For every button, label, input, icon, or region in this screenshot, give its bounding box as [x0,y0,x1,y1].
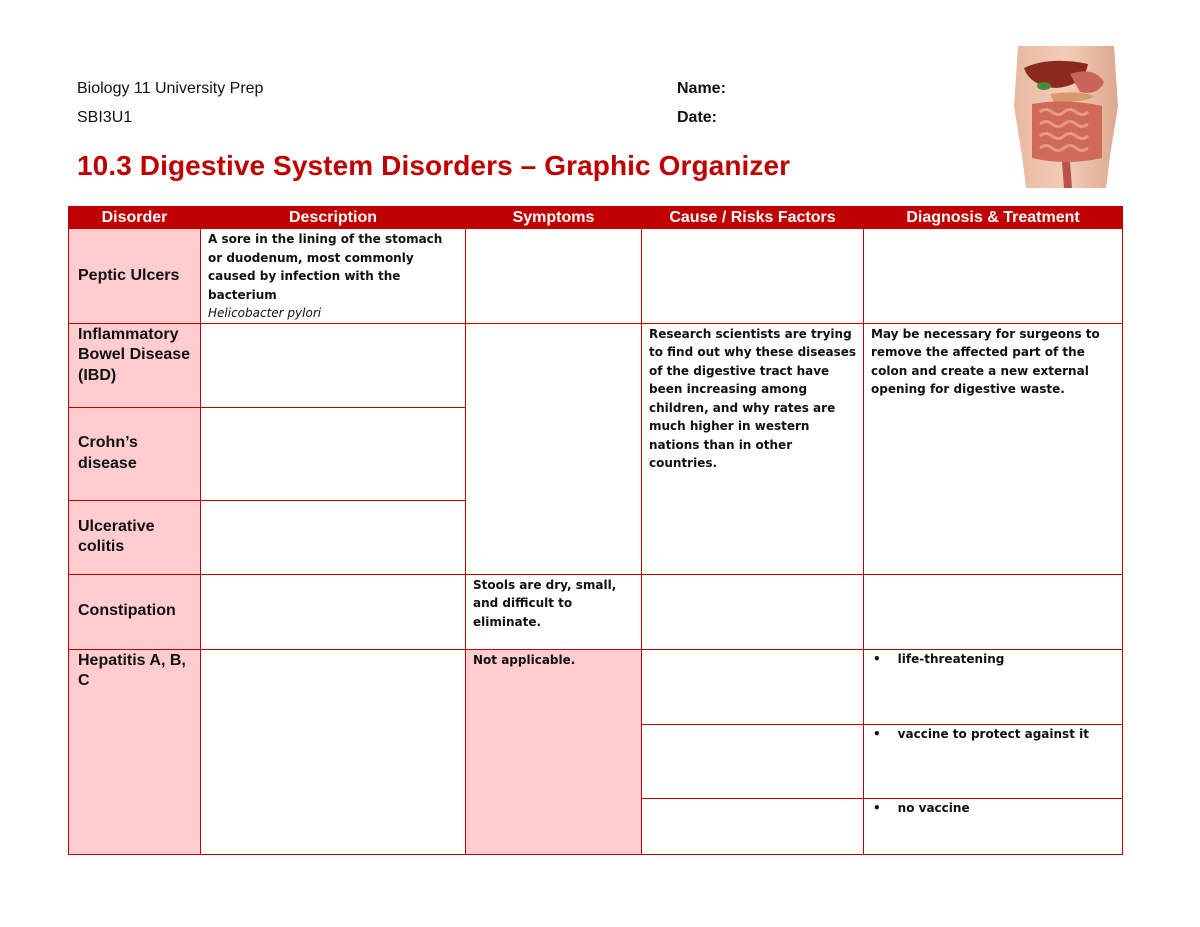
treatment-cell[interactable] [864,574,1123,649]
symptoms-cell[interactable] [466,323,642,574]
description-cell[interactable] [201,574,466,649]
description-cell[interactable] [201,229,466,324]
bullet-icon: • [873,800,881,815]
bullet-item [864,799,1122,815]
organizer-table [68,206,1123,855]
disorder-cell: Hepatitis A, B, C [69,649,201,854]
disorder-cell: Constipation [69,574,201,649]
page-title: 10.3 Digestive System Disorders – Graphic Organizer [77,150,791,181]
symptoms-cell[interactable] [466,574,642,649]
ibd-cause-text: Research scientists are trying to find out why these diseases of the digestive tract have been increasing among children, and why rates are much higher in western nations than in other countries. [649,326,857,470]
cause-cell[interactable] [642,323,864,574]
date-label: Date: [677,109,718,126]
bullet-item [864,725,1122,741]
treatment-cell[interactable] [864,323,1123,574]
bullet-icon: • [873,726,881,741]
disorder-cell: Ulcerative colitis [69,500,201,574]
cause-cell[interactable] [642,724,864,798]
table-row [69,229,1123,324]
hepatitis-symptoms-text: Not applicable. [473,652,576,667]
column-header: Description [201,207,466,229]
cause-cell[interactable] [642,649,864,724]
name-label: Name: [677,80,726,97]
symptoms-cell[interactable] [466,229,642,324]
description-cell[interactable] [201,649,466,854]
treatment-cell[interactable] [864,798,1123,854]
constipation-symptoms-text: Stools are dry, small, and difficult to eliminate. [473,577,617,629]
digestive-system-illustration [1010,46,1122,188]
column-header: Symptoms [466,207,642,229]
course-code: SBI3U1 [77,109,133,126]
treatment-cell[interactable] [864,229,1123,324]
disorder-cell: Peptic Ulcers [69,229,201,324]
bullet-item [864,650,1122,666]
cause-cell[interactable] [642,798,864,854]
bullet-text: life-threatening [897,651,1005,666]
cause-cell[interactable] [642,574,864,649]
description-cell[interactable] [201,323,466,407]
table-header-row [69,207,1123,229]
description-cell[interactable] [201,407,466,500]
bullet-text: no vaccine [897,800,970,815]
bacterium-name: Helicobacter pylori [208,306,322,320]
course-name: Biology 11 University Prep [77,80,264,97]
description-cell[interactable] [201,500,466,574]
treatment-cell[interactable] [864,649,1123,724]
ibd-treatment-text: May be necessary for surgeons to remove the affected part of the colon and create a new external opening for digestive waste. [871,326,1100,396]
symptoms-cell[interactable] [466,649,642,854]
table-row [69,323,1123,407]
table-row [69,649,1123,724]
disorder-cell: Inflammatory Bowel Disease (IBD) [69,323,201,407]
column-header: Disorder [69,207,201,229]
column-header: Diagnosis & Treatment [864,207,1123,229]
bullet-text: vaccine to protect against it [897,726,1089,741]
bullet-icon: • [873,651,881,666]
cause-cell[interactable] [642,229,864,324]
description-text: A sore in the lining of the stomach or duodenum, most commonly caused by infection with the bacterium [208,232,443,302]
disorder-cell: Crohn’s disease [69,407,201,500]
column-header: Cause / Risks Factors [642,207,864,229]
treatment-cell[interactable] [864,724,1123,798]
table-row [69,574,1123,649]
